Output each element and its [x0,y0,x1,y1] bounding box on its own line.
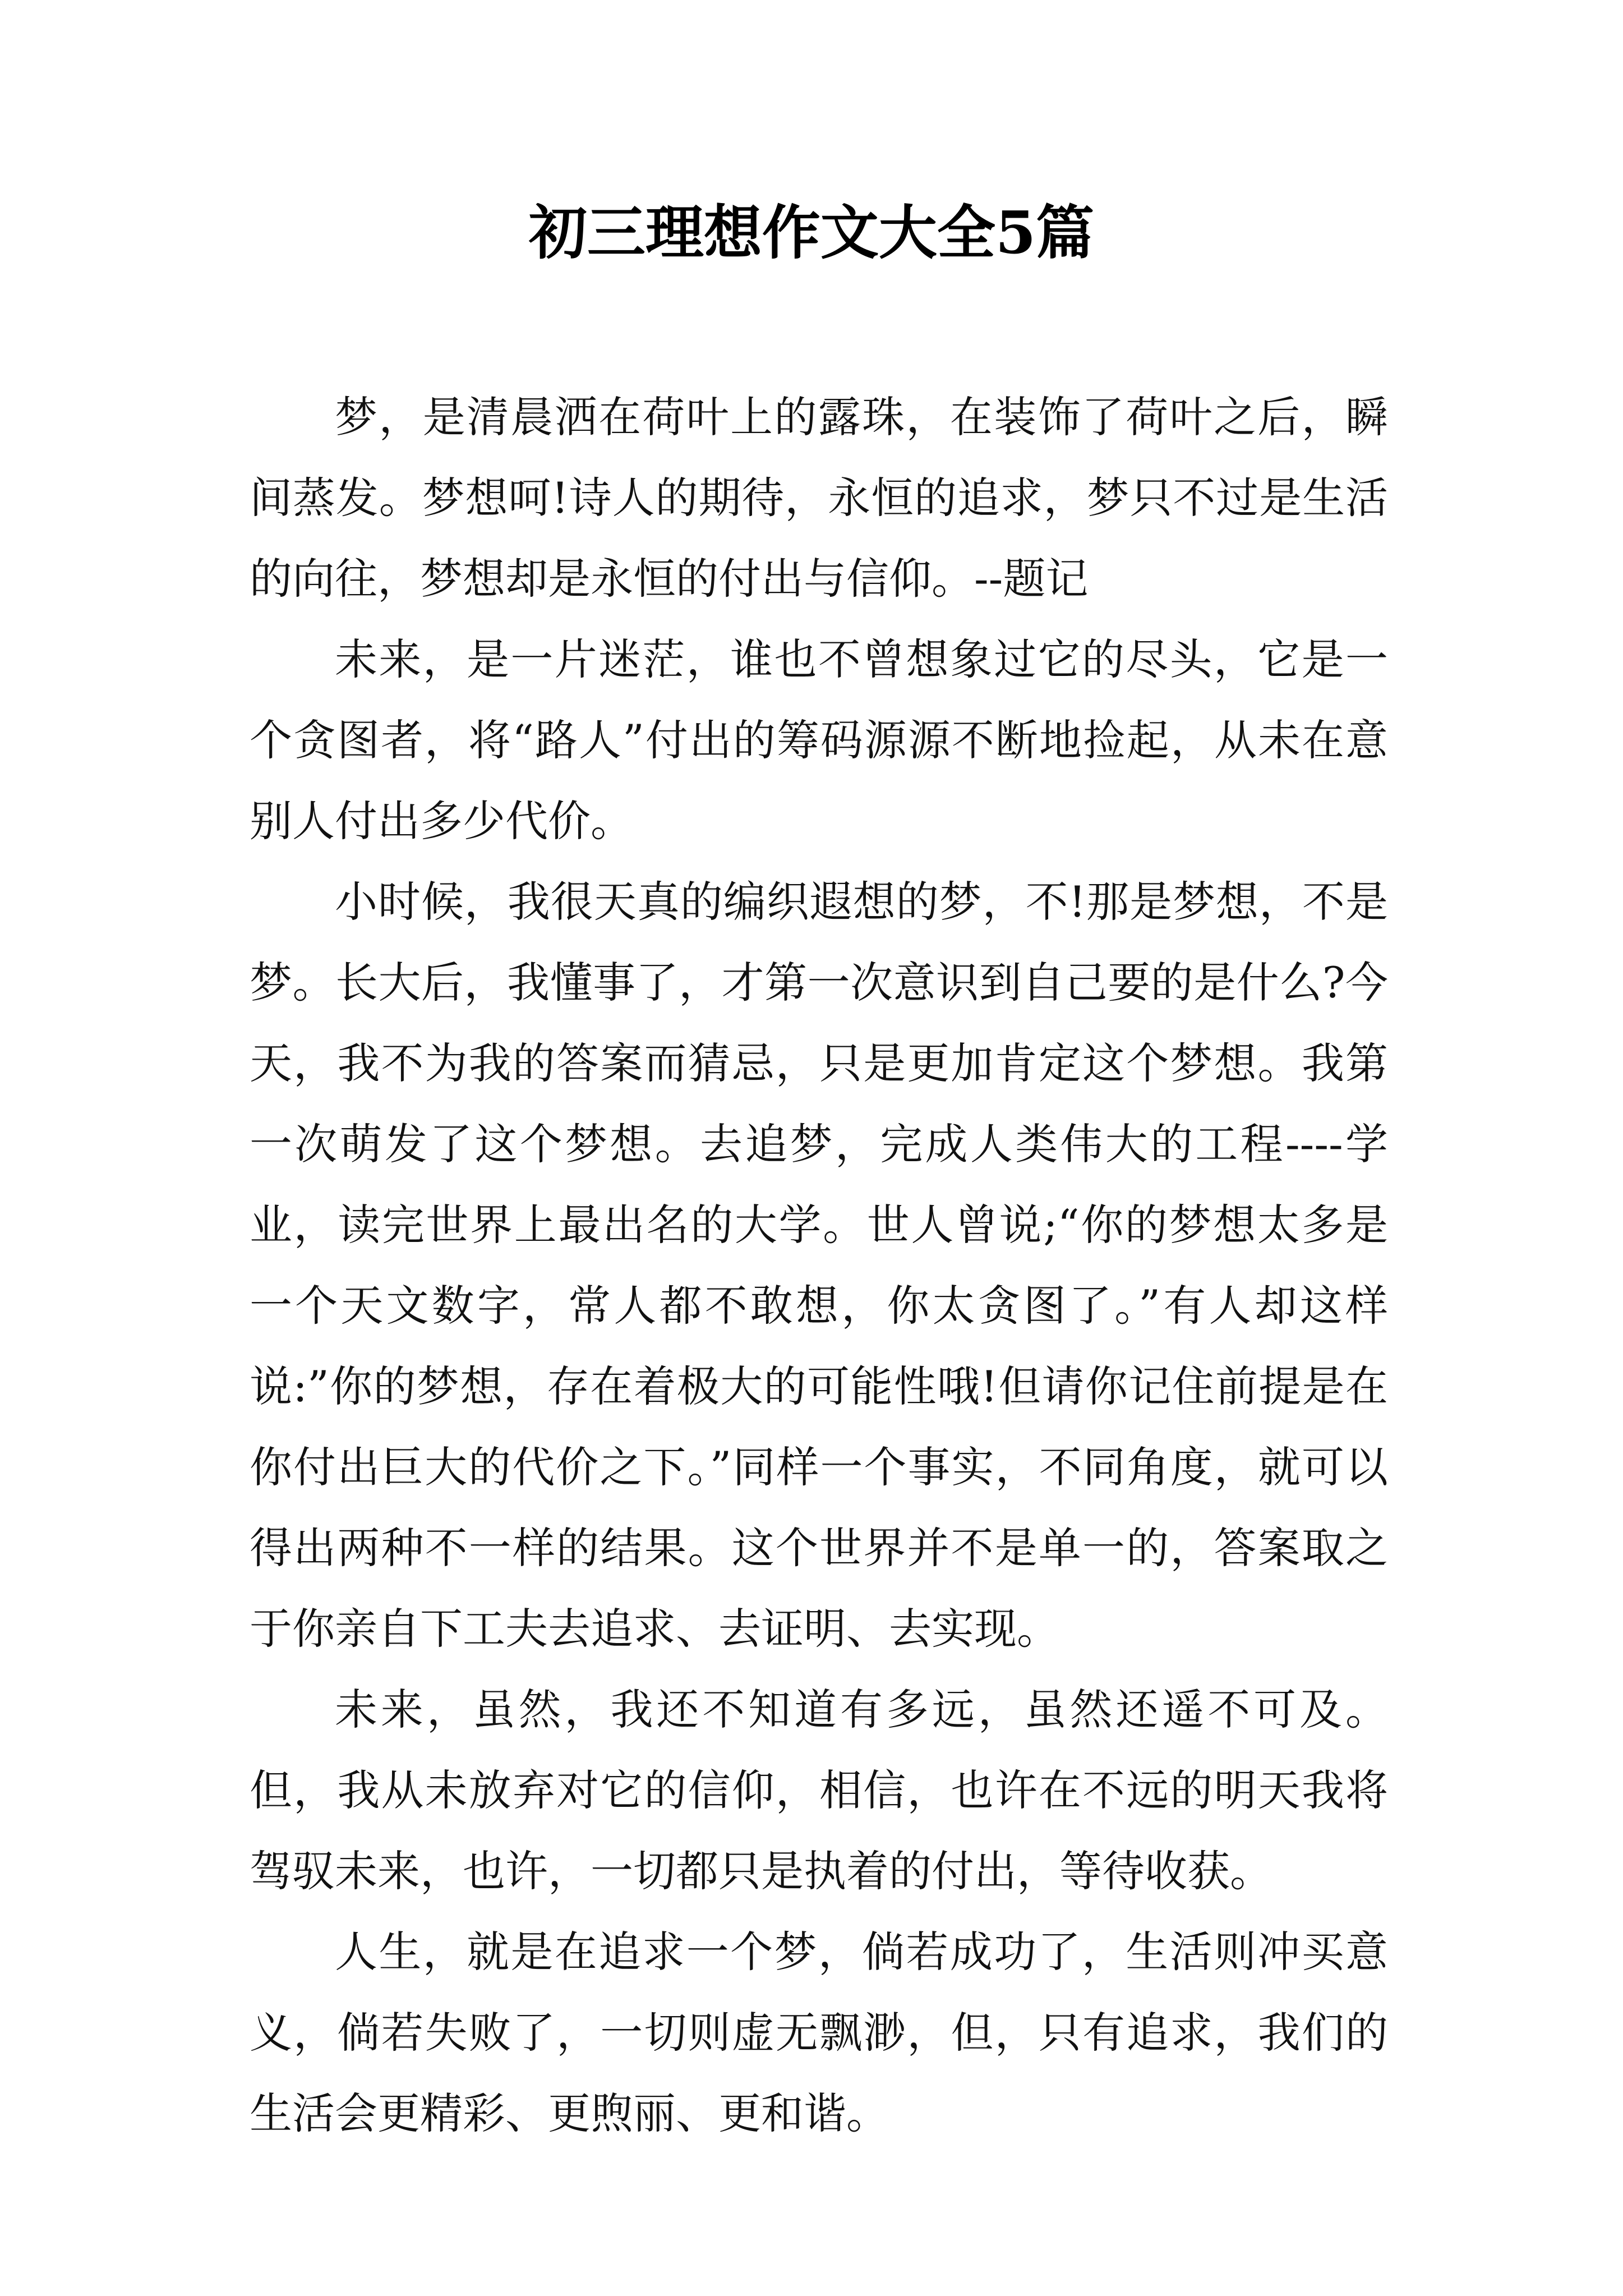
paragraph-3: 小时候，我很天真的编织遐想的梦，不!那是梦想，不是梦。长大后，我懂事了，才第一次意识到自己要的是什么?今天，我不为我的答案而猜忌，只是更加肯定这个梦想。我第一次萌发了这个梦想。去追梦，完成人类伟大的工程----学业，读完世界上最出名的大学。世人曾说;“你的梦想太多是一个天文数字，常人都不敢想，你太贪图了。”有人却这样说:”你的梦想，存在着极大的可能性哦!但请你记住前提是在你付出巨大的代价之下。”同样一个事实，不同角度，就可以得出两种不一样的结果。这个世界并不是单一的，答案取之于你亲自下工夫去追求、去证明、去实现。 [250,877,1388,1654]
paragraph-1: 梦，是清晨洒在荷叶上的露珠，在装饰了荷叶之后，瞬间蒸发。梦想呵!诗人的期待，永恒的追求，梦只不过是生活的向往，梦想却是永恒的付出与信仰。--题记 [250,392,1388,604]
paragraph-4: 未来，虽然，我还不知道有多远，虽然还遥不可及。但，我从未放弃对它的信仰，相信，也许在不远的明天我将驾驭未来，也许，一切都只是执着的付出，等待收获。 [250,1685,1388,1896]
document-title: 初三理想作文大全5篇 [528,198,1095,267]
document-body [250,377,1388,2154]
paragraph-2: 未来，是一片迷茫，谁也不曾想象过它的尽头，它是一个贪图者，将“路人”付出的筹码源源不断地捡起，从未在意别人付出多少代价。 [250,634,1388,846]
paragraph-5: 人生，就是在追求一个梦，倘若成功了，生活则冲买意义，倘若失败了，一切则虚无飘渺，但，只有追求，我们的生活会更精彩、更煦丽、更和谐。 [250,1927,1388,2138]
